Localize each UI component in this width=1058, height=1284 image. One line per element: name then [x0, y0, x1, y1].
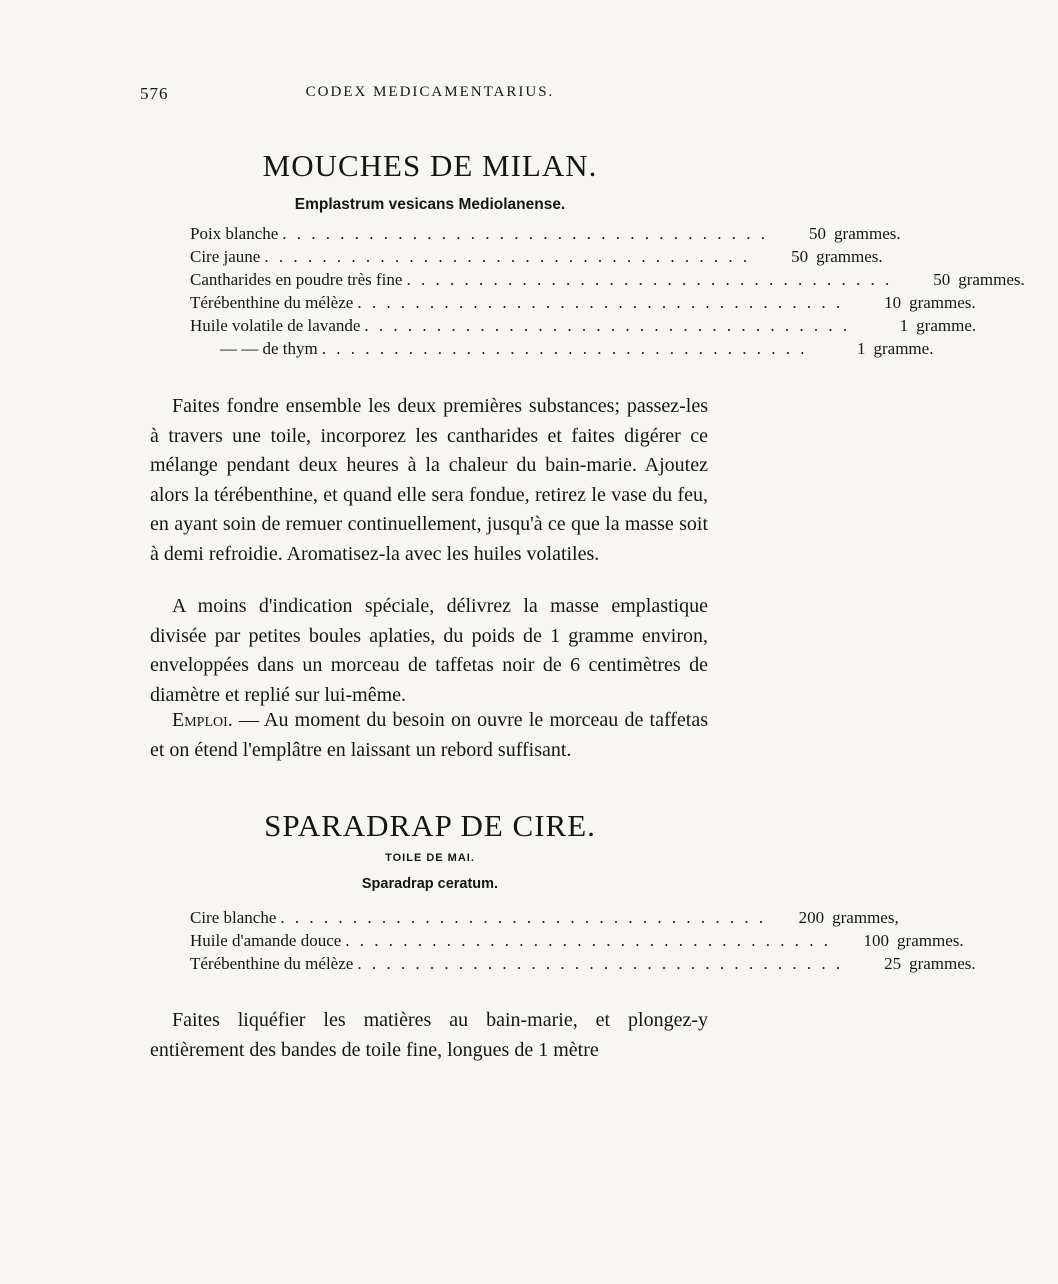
ingredient-quantity: 50	[933, 270, 951, 289]
leader-dots: . . . . . . . . . . . . . . . . . . . . . . . . . . . . . . . . . .	[282, 224, 769, 243]
paragraph-liquefaction	[150, 1006, 708, 1065]
ingredient-unit: gramme.	[873, 339, 934, 358]
ingredient-unit: grammes.	[909, 954, 976, 973]
ingredient-quantity: 1	[899, 316, 909, 335]
ingredient-unit: grammes.	[958, 270, 1025, 289]
leader-dots: . . . . . . . . . . . . . . . . . . . . . . . . . . . . . . . . . .	[364, 316, 851, 335]
ingredient-name: Térébenthine du mélèze	[190, 954, 354, 973]
ingredient-name: Cire jaune	[190, 247, 261, 266]
ingredient-name: Cire blanche	[190, 908, 277, 927]
ingredient-row	[190, 339, 934, 362]
paragraph-preparation	[150, 392, 708, 569]
leader-dots: . . . . . . . . . . . . . . . . . . . . . . . . . . . . . . . . . .	[357, 293, 844, 312]
emploi-text: — Au moment du besoin on ouvre le morceau de taffetas et on étend l'emplâtre en laissant un rebord suffisant.	[150, 709, 709, 761]
paragraph-delivery	[150, 592, 708, 710]
leader-dots: . . . . . . . . . . . . . . . . . . . . . . . . . . . . . . . . . .	[280, 908, 767, 927]
ingredient-quantity: 25	[884, 954, 902, 973]
ingredient-row	[190, 247, 883, 270]
ingredient-name: Huile d'amande douce	[190, 931, 342, 950]
ingredient-unit: grammes.	[909, 293, 976, 312]
subtitle-toile-de-mai: TOILE DE MAI.	[385, 852, 475, 864]
section-title-mouches: MOUCHES DE MILAN.	[262, 148, 598, 183]
leader-dots: . . . . . . . . . . . . . . . . . . . . . . . . . . . . . . . . . .	[321, 339, 808, 358]
ingredient-quantity: 50	[809, 224, 827, 243]
ingredient-row	[190, 293, 976, 316]
ingredient-unit: grammes.	[897, 931, 964, 950]
section-title-sparadrap: SPARADRAP DE CIRE.	[264, 808, 596, 843]
ingredient-list-sparadrap	[190, 908, 976, 977]
ingredient-name: — — de thym	[220, 339, 318, 358]
ingredient-quantity: 50	[791, 247, 809, 266]
ingredient-row	[190, 270, 1025, 293]
running-title: CODEX MEDICAMENTARIUS.	[305, 84, 555, 100]
ingredient-name: Huile volatile de lavande	[190, 316, 361, 335]
ingredient-name: Cantharides en poudre très fine	[190, 270, 403, 289]
paragraph-text: A moins d'indication spéciale, délivrez la masse emplastique divisée par petites boules aplaties, du poids de 1 gramme environ, enveloppées dans un morceau de taffetas noir de 6 centimètres de diamètre et replié sur lui-même.	[150, 595, 708, 706]
ingredient-quantity: 100	[863, 931, 890, 950]
ingredient-quantity: 10	[884, 293, 902, 312]
ingredient-row	[190, 931, 964, 954]
paragraph-text: Faites liquéfier les matières au bain-marie, et plongez-y entièrement des bandes de toile fine, longues de 1 mètre	[150, 1009, 708, 1061]
ingredient-row	[190, 954, 976, 977]
ingredient-row	[190, 908, 899, 931]
paragraph-emploi	[150, 706, 708, 765]
leader-dots: . . . . . . . . . . . . . . . . . . . . . . . . . . . . . . . . . .	[345, 931, 832, 950]
paragraph-text: Faites fondre ensemble les deux premières substances; passez-les à travers une toile, incorporez les cantharides et faites digérer ce mélange pendant deux heures à la chaleur du bain-marie. Ajoutez alors la térébenthine, et quand elle sera fondue, retirez le vase du feu, en ayant soin de remuer continuellement, jusqu'à ce que la masse soit à demi refroidie. Aromatisez-la avec les huiles volatiles.	[150, 395, 708, 565]
ingredient-unit: gramme.	[916, 316, 977, 335]
latin-name-sparadrap: Sparadrap ceratum.	[361, 876, 499, 892]
emploi-label: Emploi.	[172, 709, 233, 731]
ingredient-unit: grammes.	[816, 247, 883, 266]
ingredient-name: Térébenthine du mélèze	[190, 293, 354, 312]
running-head	[140, 84, 720, 108]
ingredient-quantity: 1	[857, 339, 866, 358]
ingredient-quantity: 200	[798, 908, 825, 927]
leader-dots: . . . . . . . . . . . . . . . . . . . . . . . . . . . . . . . . . .	[357, 954, 844, 973]
ingredient-unit: grammes,	[832, 908, 899, 927]
leader-dots: . . . . . . . . . . . . . . . . . . . . . . . . . . . . . . . . . .	[406, 270, 893, 289]
page-number: 576	[140, 84, 169, 103]
ingredient-row	[190, 316, 977, 339]
ingredient-name: Poix blanche	[190, 224, 279, 243]
leader-dots: . . . . . . . . . . . . . . . . . . . . . . . . . . . . . . . . . .	[264, 247, 751, 266]
ingredient-unit: grammes.	[834, 224, 901, 243]
ingredient-row	[190, 224, 901, 247]
ingredient-list-mouches	[190, 224, 1025, 362]
latin-name-mouches: Emplastrum vesicans Mediolanense.	[294, 196, 566, 213]
